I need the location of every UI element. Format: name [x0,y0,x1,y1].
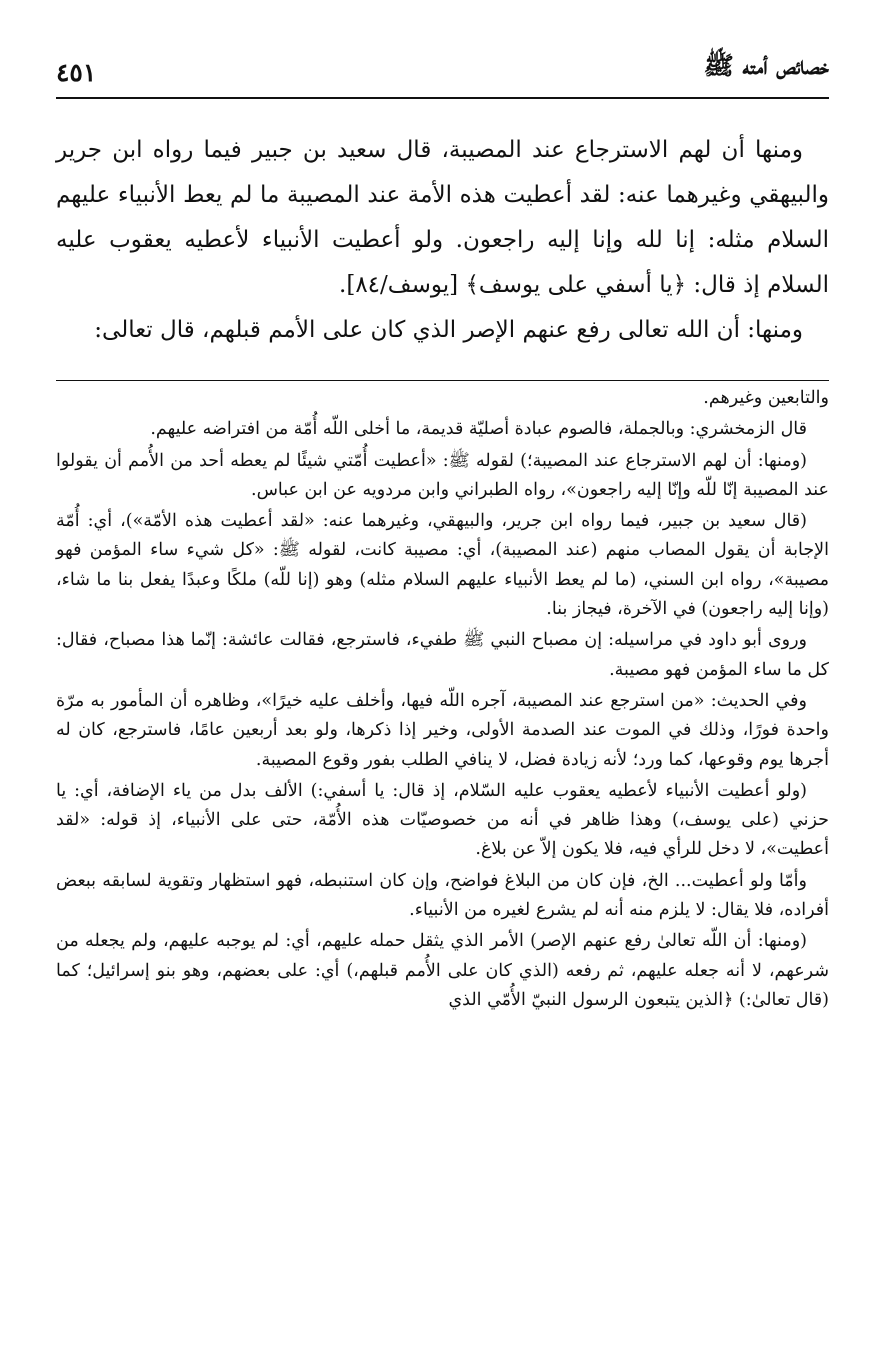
commentary-paragraph: والتابعين وغيرهم. [703,388,829,408]
commentary-paragraph: (ومنها: أن لهم الاسترجاع عند المصيبة؛) لقوله ﷺ: «أعطيت أُمّتي شيئًا لم يعطه أحد من الأُمم أن يقولوا عند المصيبة إنّا للّه وإنّا إليه راجعون»، رواه الطبراني وابن مردويه عن ابن عباس. [56,450,829,500]
commentary-paragraph: (قال سعيد بن جبير، فيما رواه ابن جرير، والبيهقي، وغيرهما عنه: «لقد أعطيت هذه الأمّة»)، أي: أُمّة الإجابة أن يقول المصاب منهم (عند المصيبة)، أي: مصيبة كانت، لقوله ﷺ: «كل شيء ساء المؤمن فهو مصيبة»، رواه ابن السني، (ما لم يعط الأنبياء عليهم السلام مثله) وهو (إنا للّه) ملكًا وعبدًا يفعل بنا ما شاء، (وإنا إليه راجعون) في الآخرة، فيجاز بنا. [56,511,829,620]
main-text-block [56,128,829,353]
page-header [56,50,829,99]
page-number: ٤٥١ [56,58,97,87]
commentary-block [56,384,829,1017]
main-paragraph: ومنها أن لهم الاسترجاع عند المصيبة، قال سعيد بن جبير فيما رواه ابن جرير والبيهقي وغيرهما عنه: لقد أعطيت هذه الأمة عند المصيبة ما لم يعط الأنبياء عليهم السلام مثله: إنا لله وإنا إليه راجعون. ولو أعطيت الأنبياء لأعطيه يعقوب عليه السلام إذ قال: ﴿يا أسفي على يوسف﴾ [يوسف/٨٤]. [56,137,829,298]
text-commentary-divider [56,380,829,381]
running-head: خصائص أمته ﷺ [703,51,829,80]
commentary-paragraph: (ومنها: أن اللّه تعالىٰ رفع عنهم الإصر) الأمر الذي يثقل حمله عليهم، أي: لم يوجبه عليهم، ولم يجعله من شرعهم، لا أنه جعله عليهم، ثم رفعه (الذي كان على الأُمم قبلهم،) أي: على بعضهم، وهو بنو إسرائيل؛ كما (قال تعالىٰ:) ﴿الذين يتبعون الرسول النبيّ الأُمّي الذي [56,931,829,1010]
main-paragraph: ومنها: أن الله تعالى رفع عنهم الإصر الذي كان على الأمم قبلهم، قال تعالى: [94,317,803,343]
commentary-paragraph: قال الزمخشري: وبالجملة، فالصوم عبادة أصليّة قديمة، ما أخلى اللّه أُمّة من افتراضه عليهم. [150,419,807,440]
commentary-paragraph: وأمّا ولو أعطيت... الخ، فإن كان من البلاغ فواضح، وإن كان استنبطه، فهو استظهار وتقوية لسابقه ببعض أفراده، فلا يقال: لا يلزم منه أنه لم يشرع لغيره من الأنبياء. [56,870,829,921]
commentary-paragraph: وروى أبو داود في مراسيله: إن مصباح النبي ﷺ طفيء، فاسترجع، فقالت عائشة: إنّما هذا مصباح، فقال: كل ما ساء المؤمن فهو مصيبة. [56,630,829,680]
commentary-paragraph: وفي الحديث: «من استرجع عند المصيبة، آجره اللّه فيها، وأخلف عليه خيرًا»، وظاهره أن المأمور به مرّة واحدة فورًا، وذلك في الموت عند الصدمة الأولى، وخير إذا ذكرها، ولو بعد أربعين عامًا، فاسترجع، كان له أجرها يوم وقوعها، كما ورد؛ لأنه زيادة فضل، لا ينافي الطلب بفور وقوع المصيبة. [56,690,829,770]
commentary-paragraph: (ولو أعطيت الأنبياء لأعطيه يعقوب عليه السّلام، إذ قال: يا أسفي:) الألف بدل من ياء الإضافة، أي: يا حزني (على يوسف،) وهذا ظاهر في أنه من خصوصيّات هذه الأُمّة، حتى على الأنبياء، إذ قوله: «لقد أعطيت»، لا دخل للرأي فيه، فلا يكون إلاّ عن بلاغ. [56,780,829,860]
